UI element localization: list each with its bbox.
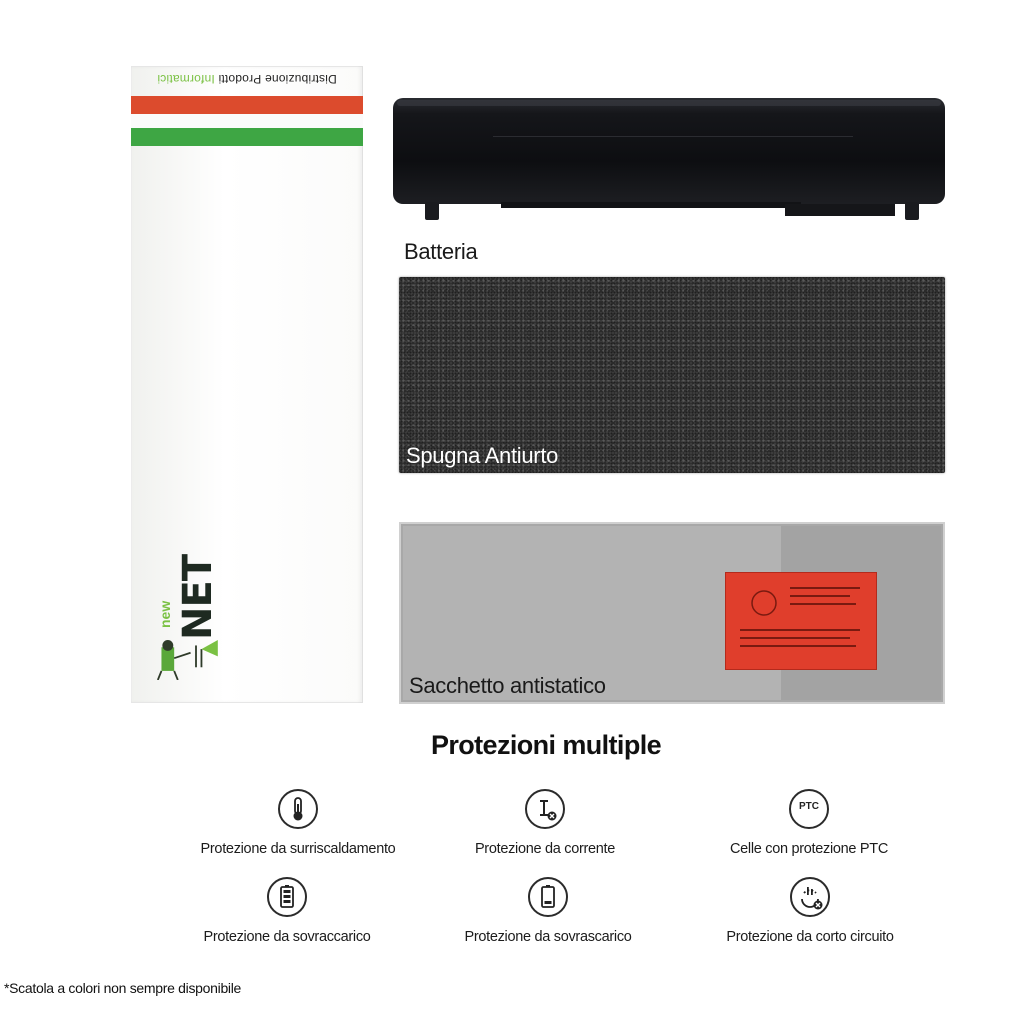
- logo-net-text: NET: [175, 554, 221, 640]
- italy-stripe-green: [131, 128, 363, 146]
- mascot-icon: [151, 640, 221, 680]
- battery-low-icon: [528, 877, 568, 917]
- brand-text-plain: Distribuzione Prodotti: [214, 72, 337, 86]
- feature-ptc: [659, 789, 959, 857]
- feature-current: [395, 789, 695, 857]
- ptc-icon: [789, 789, 829, 829]
- battery-full-icon: [267, 877, 307, 917]
- thermometer-icon: [278, 789, 318, 829]
- short-circuit-icon: [790, 877, 830, 917]
- feature-overdischarge: [398, 877, 698, 945]
- box-brand-text: [139, 72, 355, 86]
- logo-new-text: new: [157, 600, 173, 628]
- battery-label: Batteria: [404, 239, 478, 264]
- feature-overcharge: [137, 877, 437, 945]
- recycle-symbol-icon: [726, 573, 876, 669]
- feature-short-circuit: [660, 877, 960, 945]
- footnote: *Scatola a colori non sempre disponibile: [4, 980, 242, 996]
- section-title: Protezioni multiple: [430, 730, 662, 760]
- antistatic-sticker: [725, 572, 877, 670]
- foam-label: Spugna Antiurto: [406, 443, 559, 468]
- feature-label: Celle con protezione PTC: [729, 841, 889, 857]
- feature-label: Protezione da corto circuito: [726, 929, 894, 945]
- feature-label: Protezione da surriscaldamento: [200, 841, 396, 857]
- brand-text-accent: Informatici: [157, 72, 215, 86]
- ptc-icon-text: PTC: [799, 801, 819, 812]
- italy-stripe-white: [131, 114, 363, 128]
- current-icon: [525, 789, 565, 829]
- battery-image: [393, 96, 945, 228]
- italy-stripe-red: [131, 96, 363, 114]
- feature-label: Protezione da sovrascarico: [464, 929, 632, 945]
- newnet-logo: [145, 554, 235, 678]
- feature-label: Protezione da sovraccarico: [203, 929, 371, 945]
- feature-label: Protezione da corrente: [474, 841, 616, 857]
- product-box: [131, 66, 363, 703]
- bag-label: Sacchetto antistatico: [409, 673, 606, 698]
